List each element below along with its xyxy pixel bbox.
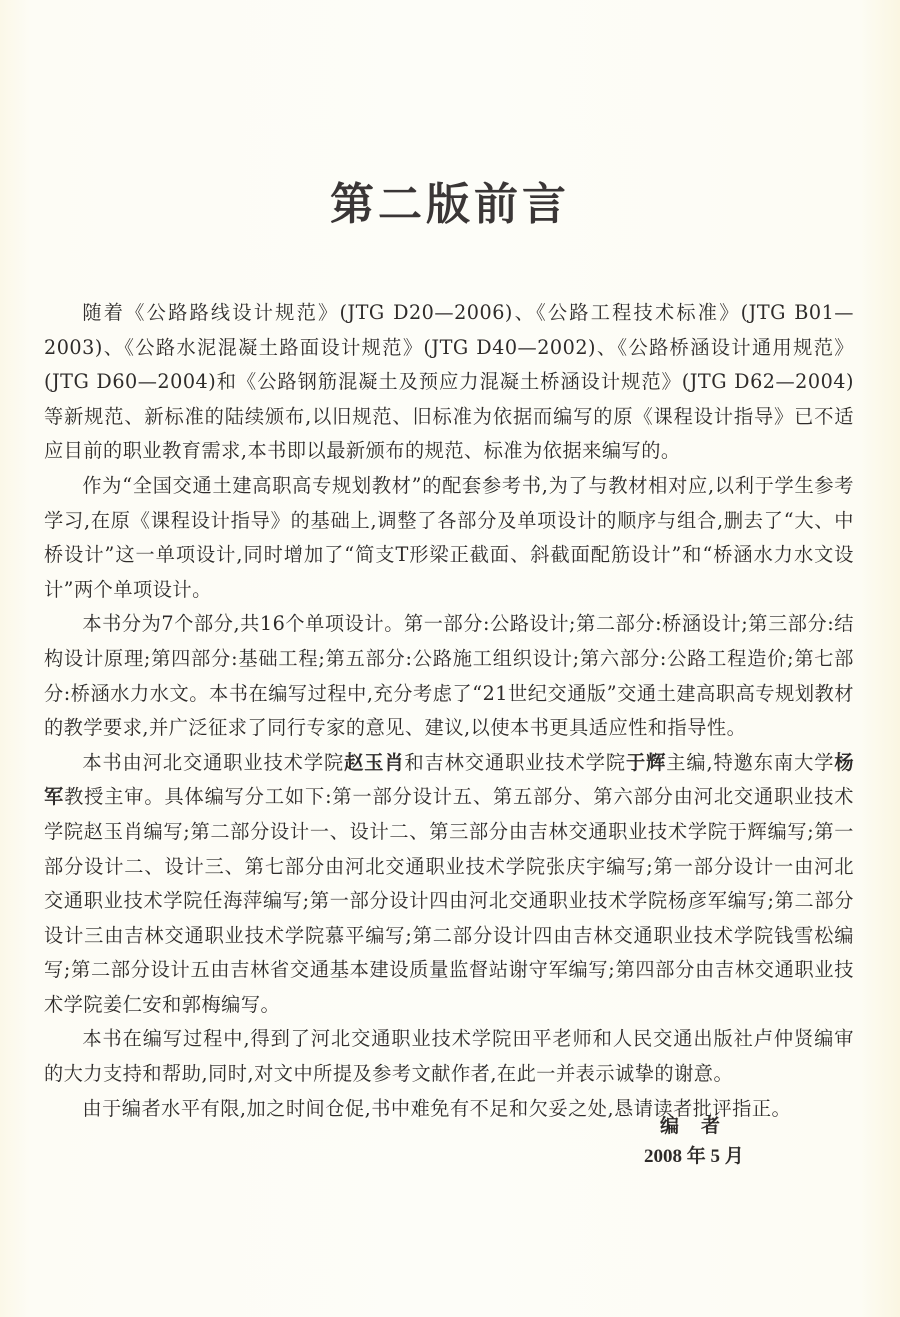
paragraph-text: 作为“全国交通土建高职高专规划教材”的配套参考书,为了与教材相对应,以利于学生参考学习,在原《课程设计指导》的基础上,调整了各部分及单项设计的顺序与组合,删去了“大、中桥设计”这一单项设计,同时增加了“简支T形梁正截面、斜截面配筋设计”和“桥涵水力水文设计”两个单项设计。 xyxy=(44,473,854,601)
paragraph-text: 教授主审。具体编写分工如下:第一部分设计五、第五部分、第六部分由河北交通职业技术学院赵玉肖编写;第二部分设计一、设计二、第三部分由吉林交通职业技术学院于辉编写;第一部分设计二、设计三、第七部分由河北交通职业技术学院张庆宇编写;第一部分设计一由河北交通职业技术学院任海萍编写;第一部分设计四由河北交通职业技术学院杨彦军编写;第二部分设计三由吉林交通职业技术学院慕平编写;第二部分设计四由吉林交通职业技术学院钱雪松编写;第二部分设计五由吉林省交通基本建设质量监督站谢守军编写;第四部分由吉林交通职业技术学院姜仁安和郭梅编写。 xyxy=(44,785,854,1016)
paragraph-4 xyxy=(44,746,854,1023)
paragraph-1 xyxy=(44,296,854,469)
paragraph-text: 随着《公路路线设计规范》(JTG D20—2006)、《公路工程技术标准》(JTG B01—2003)、《公路水泥混凝土路面设计规范》(JTG D40—2002)、《公路桥涵设计通用规范》(JTG D60—2004)和《公路钢筋混凝土及预应力混凝土桥涵设计规范》(JTG D62—2004)等新规范、新标准的陆续颁布,以旧规范、旧标准为依据而编写的原《课程设计指导》已不适应目前的职业教育需求,本书即以最新颁布的规范、标准为依据来编写的。 xyxy=(44,301,854,463)
paragraph-text: 由于编者水平有限,加之时间仓促,书中难免有不足和欠妥之处,恳请读者批评指正。 xyxy=(82,1096,792,1120)
signature-date: 2008 年 5 月 xyxy=(644,1146,744,1167)
reviewer-name: 杨军 xyxy=(44,750,855,809)
paragraph-3 xyxy=(44,607,854,745)
paragraph-text: 本书由河北交通职业技术学院 xyxy=(82,750,345,774)
paragraph-2 xyxy=(44,469,854,607)
signature-author: 编者 xyxy=(660,1116,743,1137)
preface-body xyxy=(44,296,854,1126)
paragraph-text: 和吉林交通职业技术学院 xyxy=(404,750,626,774)
paragraph-text: 本书在编写过程中,得到了河北交通职业技术学院田平老师和人民交通出版社卢仲贤编审的大力支持和帮助,同时,对文中所提及参考文献作者,在此一并表示诚挚的谢意。 xyxy=(44,1027,854,1086)
paragraph-5 xyxy=(44,1022,854,1091)
signature-block xyxy=(644,1112,768,1172)
paragraph-text: 主编,特邀东南大学 xyxy=(666,750,835,774)
page-title: 第二版前言 xyxy=(330,179,570,230)
editor-name: 于辉 xyxy=(625,750,667,774)
editor-name: 赵玉肖 xyxy=(344,750,405,774)
paragraph-text: 本书分为7个部分,共16个单项设计。第一部分:公路设计;第二部分:桥涵设计;第三部分:结构设计原理;第四部分:基础工程;第五部分:公路施工组织设计;第六部分:公路工程造价;第七部分:桥涵水力水文。本书在编写过程中,充分考虑了“21世纪交通版”交通土建高职高专规划教材的教学要求,并广泛征求了同行专家的意见、建议,以使本书更具适应性和指导性。 xyxy=(44,612,854,740)
